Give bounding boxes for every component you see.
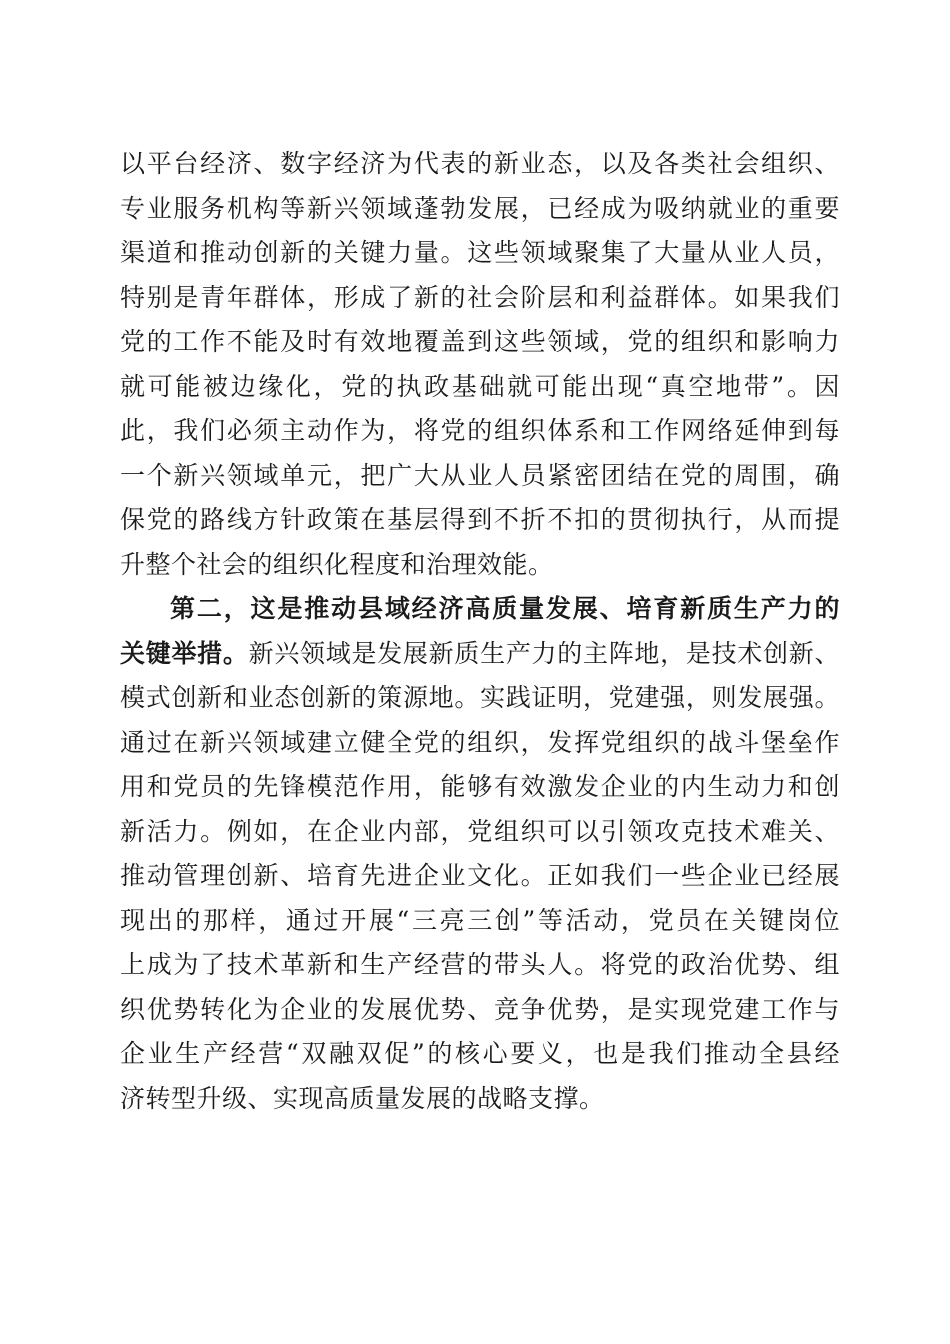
section-heading: 第二，这是推动县域经济高质量发展、培育新质生产力的	[170, 594, 840, 623]
text-span: 新兴领域是发展新质生产力的主阵地，是技术创新、	[248, 638, 840, 668]
text-line: 织优势转化为企业的发展优势、竞争优势，是实现党建工作与	[120, 994, 840, 1024]
text-line: 就可能被边缘化，党的执政基础就可能出现“真空地带”。因	[120, 371, 840, 401]
text-line: 通过在新兴领域建立健全党的组织，发挥党组织的战斗堡垒作	[120, 727, 840, 757]
text-line: 专业服务机构等新兴领域蓬勃发展，已经成为吸纳就业的重要	[120, 193, 840, 223]
text-line: 此，我们必须主动作为，将党的组织体系和工作网络延伸到每	[120, 416, 840, 445]
text-line: 模式创新和业态创新的策源地。实践证明，党建强，则发展强。	[120, 683, 840, 712]
text-line: 上成为了技术革新和生产经营的带头人。将党的政治优势、组	[120, 950, 840, 979]
text-line: 升整个社会的组织化程度和治理效能。	[120, 549, 554, 579]
text-line: 用和党员的先锋模范作用，能够有效激发企业的内生动力和创	[120, 772, 840, 801]
text-line: 党的工作不能及时有效地覆盖到这些领域，党的组织和影响力	[120, 327, 840, 356]
text-line: 新活力。例如，在企业内部，党组织可以引领攻克技术难关、	[120, 816, 840, 846]
text-line: 济转型升级、实现高质量发展的战略支撑。	[120, 1083, 605, 1113]
text-line: 一个新兴领域单元，把广大从业人员紧密团结在党的周围，确	[120, 460, 840, 490]
text-line: 以平台经济、数字经济为代表的新业态，以及各类社会组织、	[120, 149, 840, 178]
section-heading-continued: 关键举措。	[120, 638, 249, 668]
text-line	[120, 632, 840, 677]
text-line: 渠道和推动创新的关键力量。这些领域聚集了大量从业人员，	[120, 238, 840, 267]
text-line: 推动管理创新、培育先进企业文化。正如我们一些企业已经展	[120, 861, 840, 890]
document-body	[120, 142, 840, 1121]
text-line: 保党的路线方针政策在基层得到不折不扣的贯彻执行，从而提	[120, 505, 840, 534]
text-line: 现出的那样，通过开展“三亮三创”等活动，党员在关键岗位	[120, 905, 840, 935]
paragraph-1	[120, 142, 840, 587]
text-line: 企业生产经营“双融双促”的核心要义，也是我们推动全县经	[120, 1039, 840, 1068]
paragraph-2	[120, 587, 840, 1121]
text-line: 特别是青年群体，形成了新的社会阶层和利益群体。如果我们	[120, 282, 840, 312]
